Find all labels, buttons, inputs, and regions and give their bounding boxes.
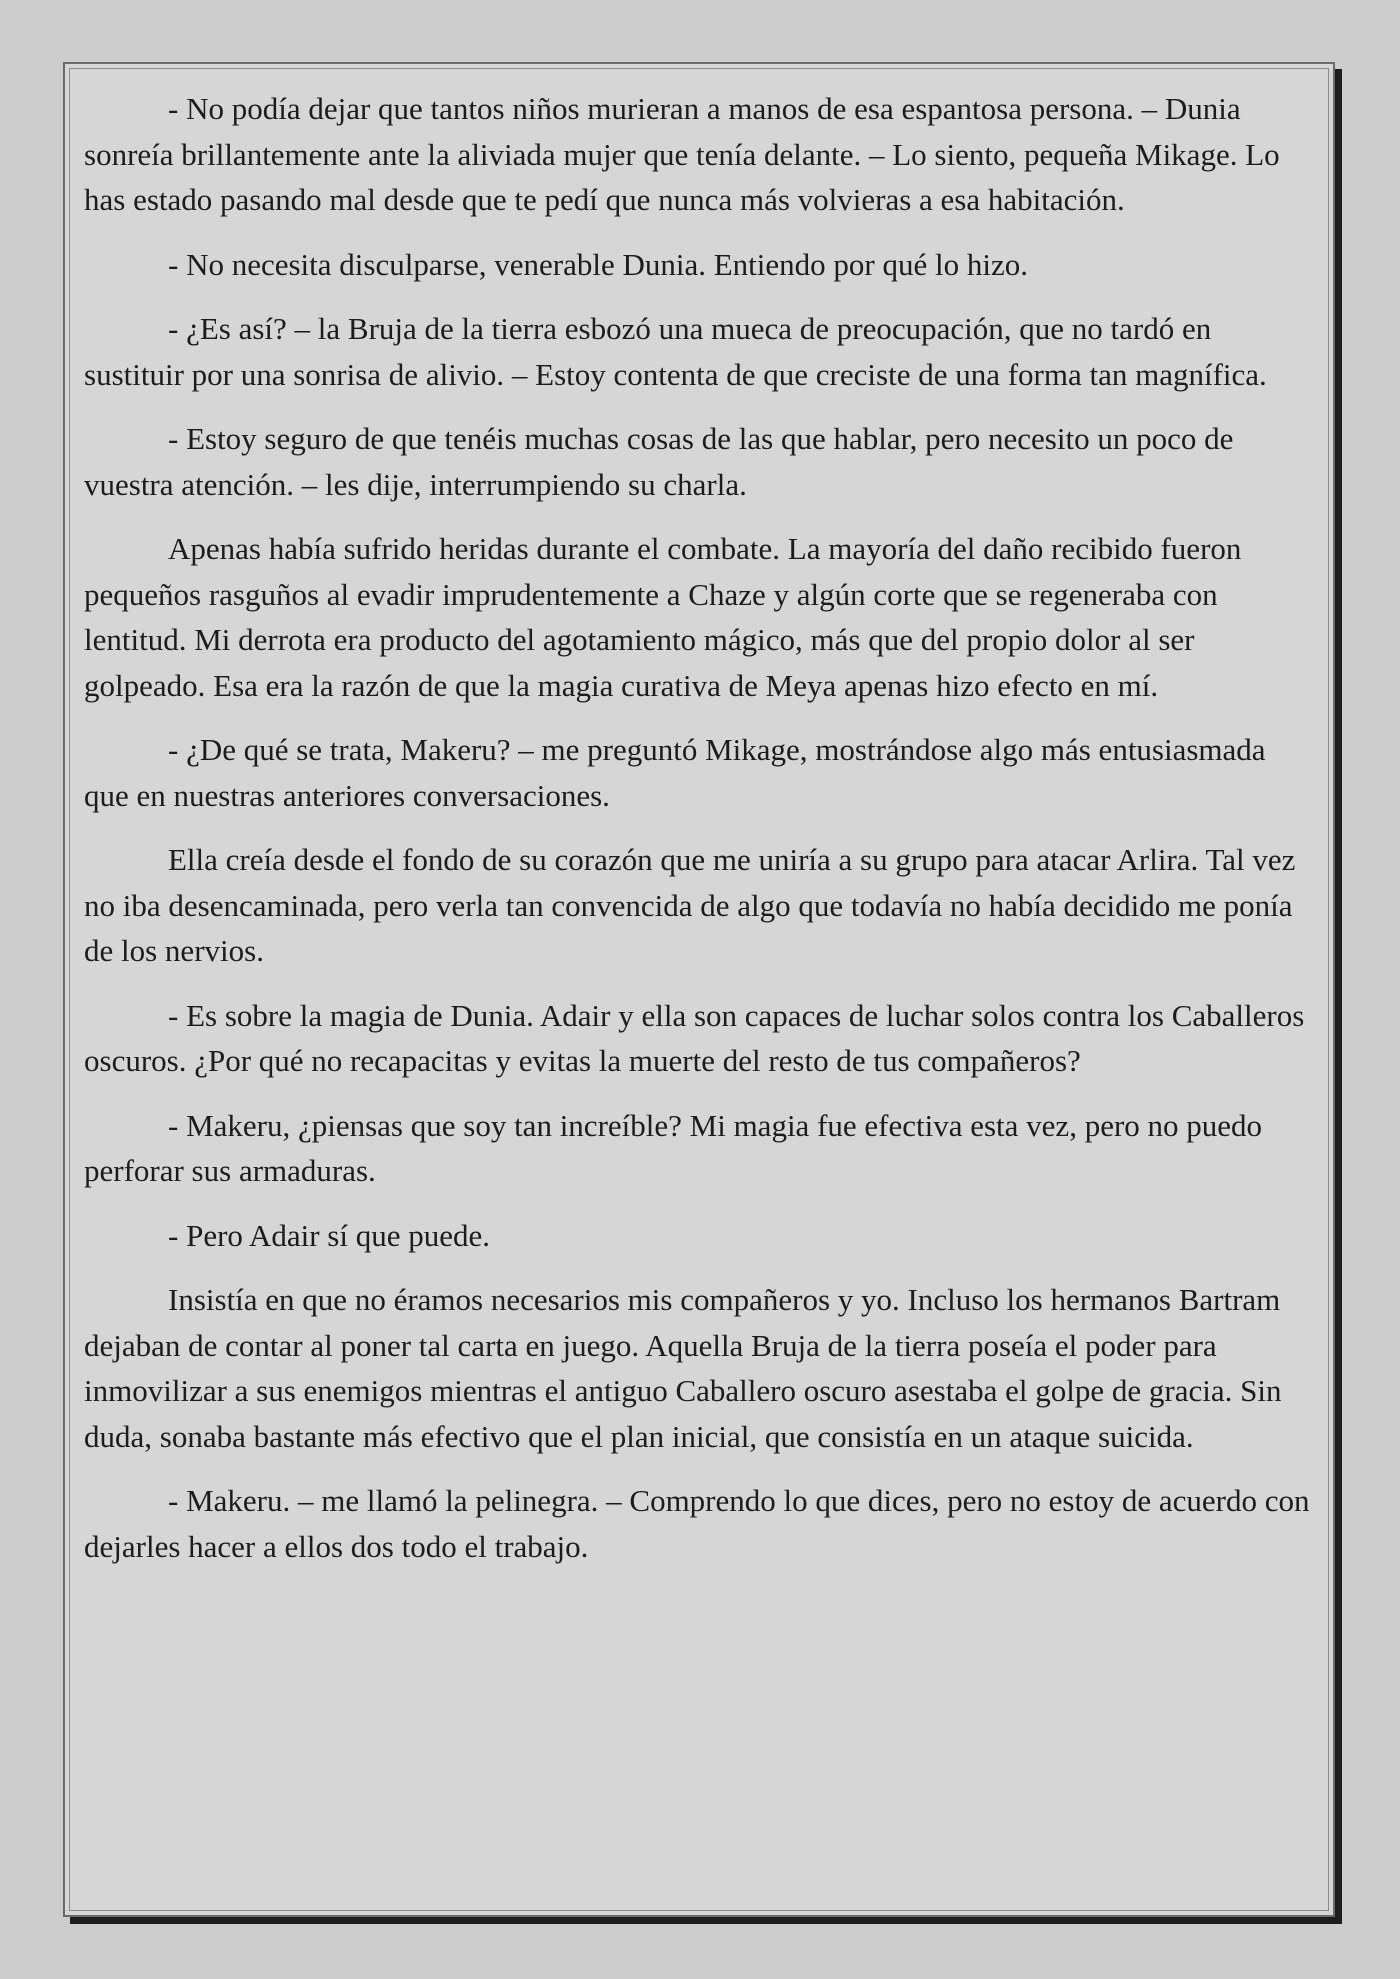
paragraph: - ¿De qué se trata, Makeru? – me preguntó Mikage, mostrándose algo más entusiasmada que en nuestras anteriores conversaciones. bbox=[84, 732, 1266, 813]
document-text bbox=[84, 86, 1316, 1588]
paragraph: - ¿Es así? – la Bruja de la tierra esbozó una mueca de preocupación, que no tardó en sustituir por una sonrisa de alivio. – Estoy contenta de que creciste de una forma tan magnífica. bbox=[84, 311, 1267, 392]
paragraph: - No podía dejar que tantos niños murieran a manos de esa espantosa persona. – Dunia sonreía brillantemente ante la aliviada mujer que tenía delante. – Lo siento, pequeña Mikage. Lo has estado pasando mal desde que te pedí que nunca más volvieras a esa habitación. bbox=[84, 91, 1280, 217]
paragraph: - No necesita disculparse, venerable Dunia. Entiendo por qué lo hizo. bbox=[168, 246, 1028, 282]
paragraph: Insistía en que no éramos necesarios mis compañeros y yo. Incluso los hermanos Bartram dejaban de contar al poner tal carta en juego. Aquella Bruja de la tierra poseía el poder para inmovilizar a sus enemigos mientras el antiguo Caballero oscuro asestaba el golpe de gracia. Sin duda, sonaba bastante más efectivo que el plan inicial, que consistía en un ataque suicida. bbox=[84, 1282, 1282, 1454]
paragraph: - Es sobre la magia de Dunia. Adair y ella son capaces de luchar solos contra los Caballeros oscuros. ¿Por qué no recapacitas y evitas la muerte del resto de tus compañeros? bbox=[84, 997, 1305, 1078]
paragraph: - Estoy seguro de que tenéis muchas cosas de las que hablar, pero necesito un poco de vuestra atención. – les dije, interrumpiendo su charla. bbox=[84, 421, 1234, 502]
paragraph: Ella creía desde el fondo de su corazón que me uniría a su grupo para atacar Arlira. Tal vez no iba desencaminada, pero verla tan convencida de algo que todavía no había decidido me ponía de los nervios. bbox=[84, 842, 1296, 968]
paragraph: - Makeru, ¿piensas que soy tan increíble? Mi magia fue efectiva esta vez, pero no puedo perforar sus armaduras. bbox=[84, 1107, 1263, 1188]
paragraph: - Pero Adair sí que puede. bbox=[168, 1217, 490, 1253]
paragraph: Apenas había sufrido heridas durante el combate. La mayoría del daño recibido fueron pequeños rasguños al evadir imprudentemente a Chaze y algún corte que se regeneraba con lentitud. Mi derrota era producto del agotamiento mágico, más que del propio dolor al ser golpeado. Esa era la razón de que la magia curativa de Meya apenas hizo efecto en mí. bbox=[84, 531, 1242, 703]
paragraph: - Makeru. – me llamó la pelinegra. – Comprendo lo que dices, pero no estoy de acuerdo con dejarles hacer a ellos dos todo el trabajo. bbox=[84, 1483, 1310, 1564]
